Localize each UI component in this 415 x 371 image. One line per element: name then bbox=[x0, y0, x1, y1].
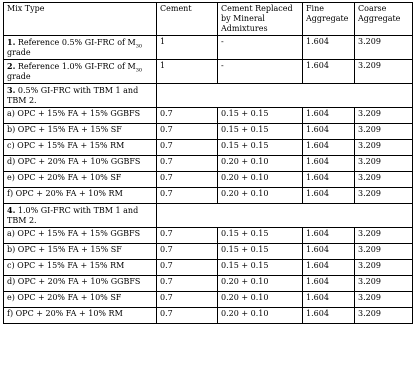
table-body bbox=[4, 3, 413, 324]
fine-aggregate-cell: 1.604 bbox=[303, 188, 355, 204]
coarse-aggregate-cell: 3.209 bbox=[355, 188, 413, 204]
fine-aggregate-cell: 1.604 bbox=[303, 140, 355, 156]
cement-cell: 0.7 bbox=[157, 308, 218, 324]
fine-aggregate-cell: 1.604 bbox=[303, 172, 355, 188]
cement-replaced-cell: - bbox=[218, 36, 303, 60]
mix-type-cell: e) OPC + 20% FA + 10% SF bbox=[4, 172, 157, 188]
mix-row bbox=[4, 308, 413, 324]
mix-type-cell: d) OPC + 20% FA + 10% GGBFS bbox=[4, 276, 157, 292]
cement-cell: 1 bbox=[157, 36, 218, 60]
group-title-cell bbox=[4, 204, 157, 228]
cement-replaced-cell: 0.15 + 0.15 bbox=[218, 140, 303, 156]
mix-row bbox=[4, 156, 413, 172]
cement-cell: 0.7 bbox=[157, 124, 218, 140]
coarse-aggregate-cell: 3.209 bbox=[355, 308, 413, 324]
cement-replaced-cell: 0.20 + 0.10 bbox=[218, 276, 303, 292]
mix-type-cell bbox=[4, 36, 157, 60]
group-header-row bbox=[4, 84, 413, 108]
mix-row bbox=[4, 292, 413, 308]
cement-replaced-cell: 0.15 + 0.15 bbox=[218, 108, 303, 124]
coarse-aggregate-cell: 3.209 bbox=[355, 172, 413, 188]
header-coarse-aggregate: Coarse Aggregate bbox=[355, 3, 413, 36]
mix-row bbox=[4, 188, 413, 204]
mix-label-tail: grade bbox=[7, 48, 31, 57]
mix-row bbox=[4, 108, 413, 124]
cement-cell: 0.7 bbox=[157, 244, 218, 260]
group-number: 3. bbox=[7, 85, 16, 95]
fine-aggregate-cell: 1.604 bbox=[303, 36, 355, 60]
cement-replaced-cell: 0.20 + 0.10 bbox=[218, 156, 303, 172]
mix-type-cell: f) OPC + 20% FA + 10% RM bbox=[4, 188, 157, 204]
fine-aggregate-cell: 1.604 bbox=[303, 156, 355, 172]
grade-subscript: 30 bbox=[135, 67, 143, 74]
cement-cell: 0.7 bbox=[157, 140, 218, 156]
fine-aggregate-cell: 1.604 bbox=[303, 108, 355, 124]
fine-aggregate-cell: 1.604 bbox=[303, 244, 355, 260]
group-title-cell bbox=[4, 84, 157, 108]
group-number: 4. bbox=[7, 205, 16, 215]
cement-cell: 0.7 bbox=[157, 292, 218, 308]
cement-replaced-cell: 0.20 + 0.10 bbox=[218, 172, 303, 188]
mix-type-cell bbox=[4, 60, 157, 84]
fine-aggregate-cell: 1.604 bbox=[303, 308, 355, 324]
mix-type-cell: d) OPC + 20% FA + 10% GGBFS bbox=[4, 156, 157, 172]
mix-label: Reference 0.5% GI-FRC of M bbox=[17, 38, 136, 47]
mix-proportion-table bbox=[3, 2, 413, 324]
coarse-aggregate-cell: 3.209 bbox=[355, 140, 413, 156]
mix-row bbox=[4, 276, 413, 292]
row-number: 1. bbox=[7, 37, 16, 47]
cement-replaced-cell: 0.15 + 0.15 bbox=[218, 244, 303, 260]
mix-type-cell: a) OPC + 15% FA + 15% GGBFS bbox=[4, 108, 157, 124]
header-cement: Cement bbox=[157, 3, 218, 36]
coarse-aggregate-cell: 3.209 bbox=[355, 60, 413, 84]
mix-label-tail: grade bbox=[7, 72, 31, 81]
fine-aggregate-cell: 1.604 bbox=[303, 60, 355, 84]
cement-cell: 0.7 bbox=[157, 156, 218, 172]
header-mix-type: Mix Type bbox=[4, 3, 157, 36]
fine-aggregate-cell: 1.604 bbox=[303, 260, 355, 276]
fine-aggregate-cell: 1.604 bbox=[303, 292, 355, 308]
header-cement-replaced: Cement Replaced by Mineral Admixtures bbox=[218, 3, 303, 36]
mix-type-cell: c) OPC + 15% FA + 15% RM bbox=[4, 260, 157, 276]
row-number: 2. bbox=[7, 61, 16, 71]
cement-replaced-cell: 0.20 + 0.10 bbox=[218, 188, 303, 204]
group-title: 1.0% GI-FRC with TBM 1 and TBM 2. bbox=[7, 206, 139, 225]
group-empty-cell bbox=[157, 204, 413, 228]
header-row bbox=[4, 3, 413, 36]
fine-aggregate-cell: 1.604 bbox=[303, 228, 355, 244]
group-header-row bbox=[4, 204, 413, 228]
group-title: 0.5% GI-FRC with TBM 1 and TBM 2. bbox=[7, 86, 139, 105]
cement-replaced-cell: - bbox=[218, 60, 303, 84]
cement-cell: 0.7 bbox=[157, 172, 218, 188]
coarse-aggregate-cell: 3.209 bbox=[355, 228, 413, 244]
coarse-aggregate-cell: 3.209 bbox=[355, 124, 413, 140]
coarse-aggregate-cell: 3.209 bbox=[355, 244, 413, 260]
mix-row bbox=[4, 228, 413, 244]
cement-cell: 0.7 bbox=[157, 228, 218, 244]
fine-aggregate-cell: 1.604 bbox=[303, 124, 355, 140]
cement-replaced-cell: 0.15 + 0.15 bbox=[218, 124, 303, 140]
cement-replaced-cell: 0.20 + 0.10 bbox=[218, 292, 303, 308]
group-empty-cell bbox=[157, 84, 413, 108]
mix-type-cell: b) OPC + 15% FA + 15% SF bbox=[4, 244, 157, 260]
mix-row bbox=[4, 140, 413, 156]
cement-cell: 0.7 bbox=[157, 188, 218, 204]
cement-cell: 0.7 bbox=[157, 276, 218, 292]
cement-cell: 0.7 bbox=[157, 108, 218, 124]
grade-subscript: 30 bbox=[135, 43, 143, 50]
coarse-aggregate-cell: 3.209 bbox=[355, 36, 413, 60]
coarse-aggregate-cell: 3.209 bbox=[355, 260, 413, 276]
cement-cell: 0.7 bbox=[157, 260, 218, 276]
mix-type-cell: c) OPC + 15% FA + 15% RM bbox=[4, 140, 157, 156]
coarse-aggregate-cell: 3.209 bbox=[355, 108, 413, 124]
mix-row bbox=[4, 172, 413, 188]
cement-replaced-cell: 0.15 + 0.15 bbox=[218, 260, 303, 276]
mix-type-cell: a) OPC + 15% FA + 15% GGBFS bbox=[4, 228, 157, 244]
header-fine-aggregate: Fine Aggregate bbox=[303, 3, 355, 36]
cement-replaced-cell: 0.15 + 0.15 bbox=[218, 228, 303, 244]
mix-type-cell: e) OPC + 20% FA + 10% SF bbox=[4, 292, 157, 308]
mix-type-cell: b) OPC + 15% FA + 15% SF bbox=[4, 124, 157, 140]
mix-label: Reference 1.0% GI-FRC of M bbox=[17, 62, 136, 71]
reference-row bbox=[4, 60, 413, 84]
cement-cell: 1 bbox=[157, 60, 218, 84]
mix-row bbox=[4, 244, 413, 260]
mix-type-cell: f) OPC + 20% FA + 10% RM bbox=[4, 308, 157, 324]
cement-replaced-cell: 0.20 + 0.10 bbox=[218, 308, 303, 324]
fine-aggregate-cell: 1.604 bbox=[303, 276, 355, 292]
coarse-aggregate-cell: 3.209 bbox=[355, 276, 413, 292]
mix-row bbox=[4, 260, 413, 276]
coarse-aggregate-cell: 3.209 bbox=[355, 292, 413, 308]
reference-row bbox=[4, 36, 413, 60]
mix-row bbox=[4, 124, 413, 140]
coarse-aggregate-cell: 3.209 bbox=[355, 156, 413, 172]
